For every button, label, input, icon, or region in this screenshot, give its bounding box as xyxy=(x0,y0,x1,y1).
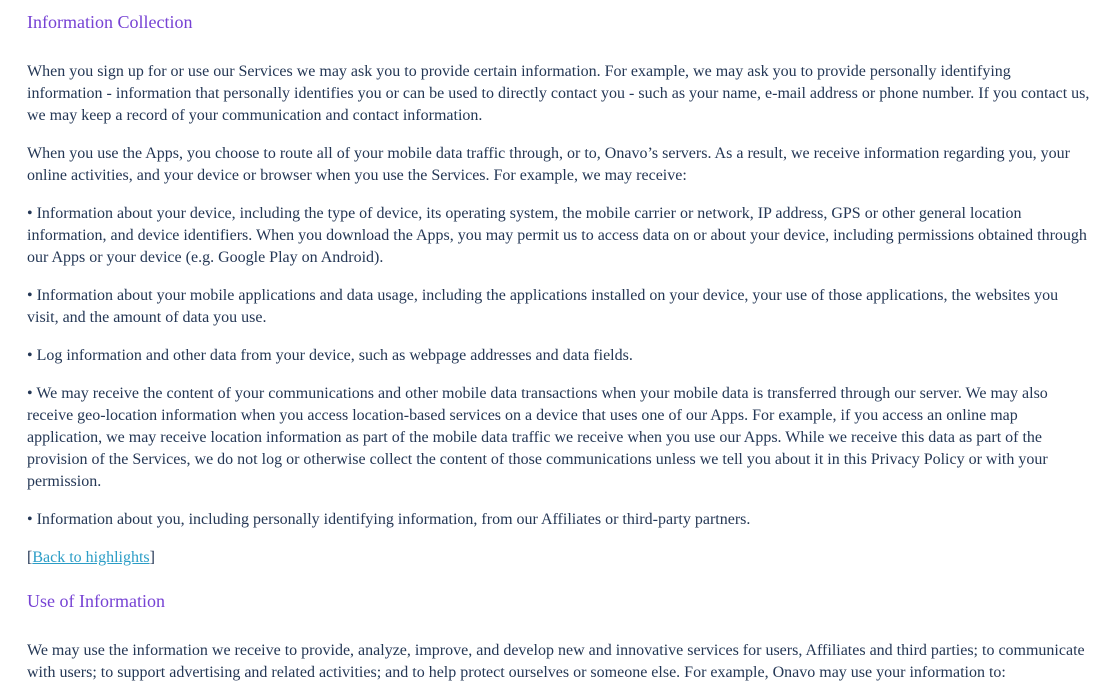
bullet-item-communications-content: • We may receive the content of your communications and other mobile data transactions when your mobile data is transferred through our server. We may also receive geo-location information when you access location-based services on a device that uses one of our Apps. For example, if you access an online map application, we may receive location information as part of the mobile data traffic we receive when you use our Apps. While we receive this data as part of the provision of the Services, we do not log or otherwise collect the content of those communications unless we tell you about it in this Privacy Policy or with your permission. xyxy=(27,385,1048,490)
privacy-policy-page xyxy=(27,10,1090,684)
paragraph-apps-routing: When you use the Apps, you choose to route all of your mobile data traffic through, or to, Onavo’s servers. As a result, we receive information regarding you, your online activities, and your device or browser when you use the Services. For example, we may receive: xyxy=(27,145,1070,184)
bullet-item-app-usage: • Information about your mobile applications and data usage, including the applications installed on your device, your use of those applications, the websites you visit, and the amount of data you use. xyxy=(27,287,1059,326)
bracket-open: [ xyxy=(27,549,33,566)
back-to-highlights-line xyxy=(27,547,1090,569)
paragraph-signup-info: When you sign up for or use our Services we may ask you to provide certain information. For example, we may ask you to provide personally identifying information - information that personally identifies you or can be used to directly contact you - such as your name, e-mail address or phone number. If you contact us, we may keep a record of your communication and contact information. xyxy=(27,63,1090,124)
paragraph-use-of-information: We may use the information we receive to provide, analyze, improve, and develop new and innovative services for users, Affiliates and third parties; to communicate with users; to support advertising and related activities; and to help protect ourselves or someone else. For example, Onavo may use your information to: xyxy=(27,642,1085,681)
section-heading-information-collection: Information Collection xyxy=(27,12,193,32)
bullet-item-log-info: • Log information and other data from your device, such as webpage addresses and data fields. xyxy=(27,347,633,364)
bracket-close: ] xyxy=(149,549,155,566)
bullet-item-affiliates-info: • Information about you, including personally identifying information, from our Affiliates or third-party partners. xyxy=(27,511,751,528)
bullet-item-device-info: • Information about your device, including the type of device, its operating system, the mobile carrier or network, IP address, GPS or other general location information, and device identifiers. When you download the Apps, you may permit us to access data on or about your device, including permissions obtained through our Apps or your device (e.g. Google Play on Android). xyxy=(27,205,1087,266)
back-to-highlights-link[interactable]: Back to highlights xyxy=(32,549,150,566)
section-heading-use-of-information: Use of Information xyxy=(27,591,165,611)
